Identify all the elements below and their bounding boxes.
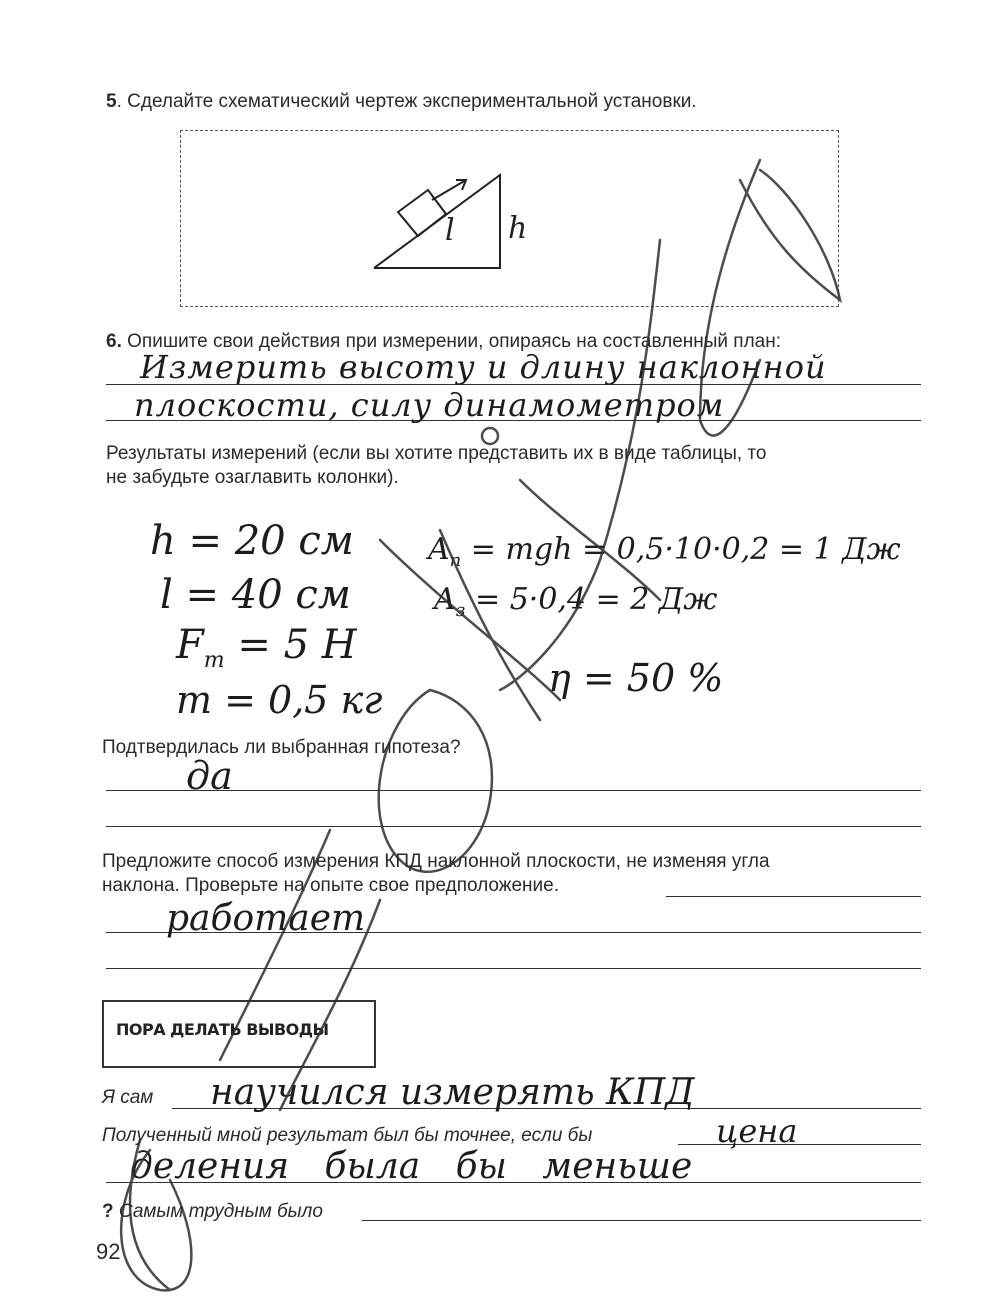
answer-line bbox=[678, 1144, 921, 1145]
self-answer: научился измерять КПД bbox=[210, 1072, 695, 1113]
measure-h: h = 20 см bbox=[150, 518, 354, 564]
method-prompt-line1: Предложите способ измерения КПД наклонной плоскости, не изменяя угла bbox=[102, 851, 770, 872]
formula-az: $A_з = 5\cdot 0,4 = 2$ Дж bbox=[434, 582, 718, 621]
answer-line bbox=[362, 1220, 921, 1221]
task6-number: 6. bbox=[106, 331, 122, 352]
task5-number: 5 bbox=[106, 91, 117, 112]
conclusions-label: ПОРА ДЕЛАТЬ ВЫВОДЫ bbox=[116, 1020, 329, 1039]
diagram-label-h: h bbox=[508, 211, 528, 246]
method-answer: работает bbox=[166, 898, 366, 939]
better-answer2: деления была бы меньше bbox=[130, 1146, 693, 1187]
task6-text: Опишите свои действия при измерении, опираясь на составленный план: bbox=[127, 331, 782, 352]
task5-text: . Сделайте схематический чертеж экспериментальной установки. bbox=[116, 91, 697, 112]
conclusions-label-box bbox=[102, 1000, 376, 1068]
hardest-label: ? Самым трудным было bbox=[102, 1201, 323, 1222]
diagram-label-l: l bbox=[445, 213, 455, 248]
answer-line bbox=[106, 968, 921, 969]
better-answer1: цена bbox=[716, 1112, 798, 1150]
answer-line bbox=[666, 896, 921, 897]
answer-line bbox=[106, 826, 921, 827]
hypothesis-question: Подтвердилась ли выбранная гипотеза? bbox=[102, 737, 461, 758]
results-prompt-line2: не забудьте озаглавить колонки). bbox=[106, 467, 399, 488]
page-number: 92 bbox=[96, 1239, 121, 1264]
self-label: Я сам bbox=[102, 1087, 154, 1108]
measure-f: $F_т = 5$ H bbox=[176, 622, 357, 673]
method-prompt-line2: наклона. Проверьте на опыте свое предположение. bbox=[102, 875, 560, 896]
results-prompt-line1: Результаты измерений (если вы хотите представить их в виде таблицы, то bbox=[106, 443, 767, 464]
better-label: Полученный мной результат был бы точнее, если бы bbox=[102, 1125, 593, 1146]
formula-eta: η = 50 % bbox=[548, 656, 724, 700]
measure-m: m = 0,5 кг bbox=[176, 678, 383, 722]
measure-l: l = 40 см bbox=[160, 572, 351, 618]
hand-answer-line2: плоскости, силу динамометром bbox=[134, 386, 725, 424]
formula-ap: $A_п$ = mgh = 0,5·10·0,2 = 1 Дж bbox=[428, 532, 901, 571]
hypothesis-answer: да bbox=[186, 754, 233, 798]
hand-answer-line1: Измерить высоту и длину наклонной bbox=[140, 348, 827, 386]
